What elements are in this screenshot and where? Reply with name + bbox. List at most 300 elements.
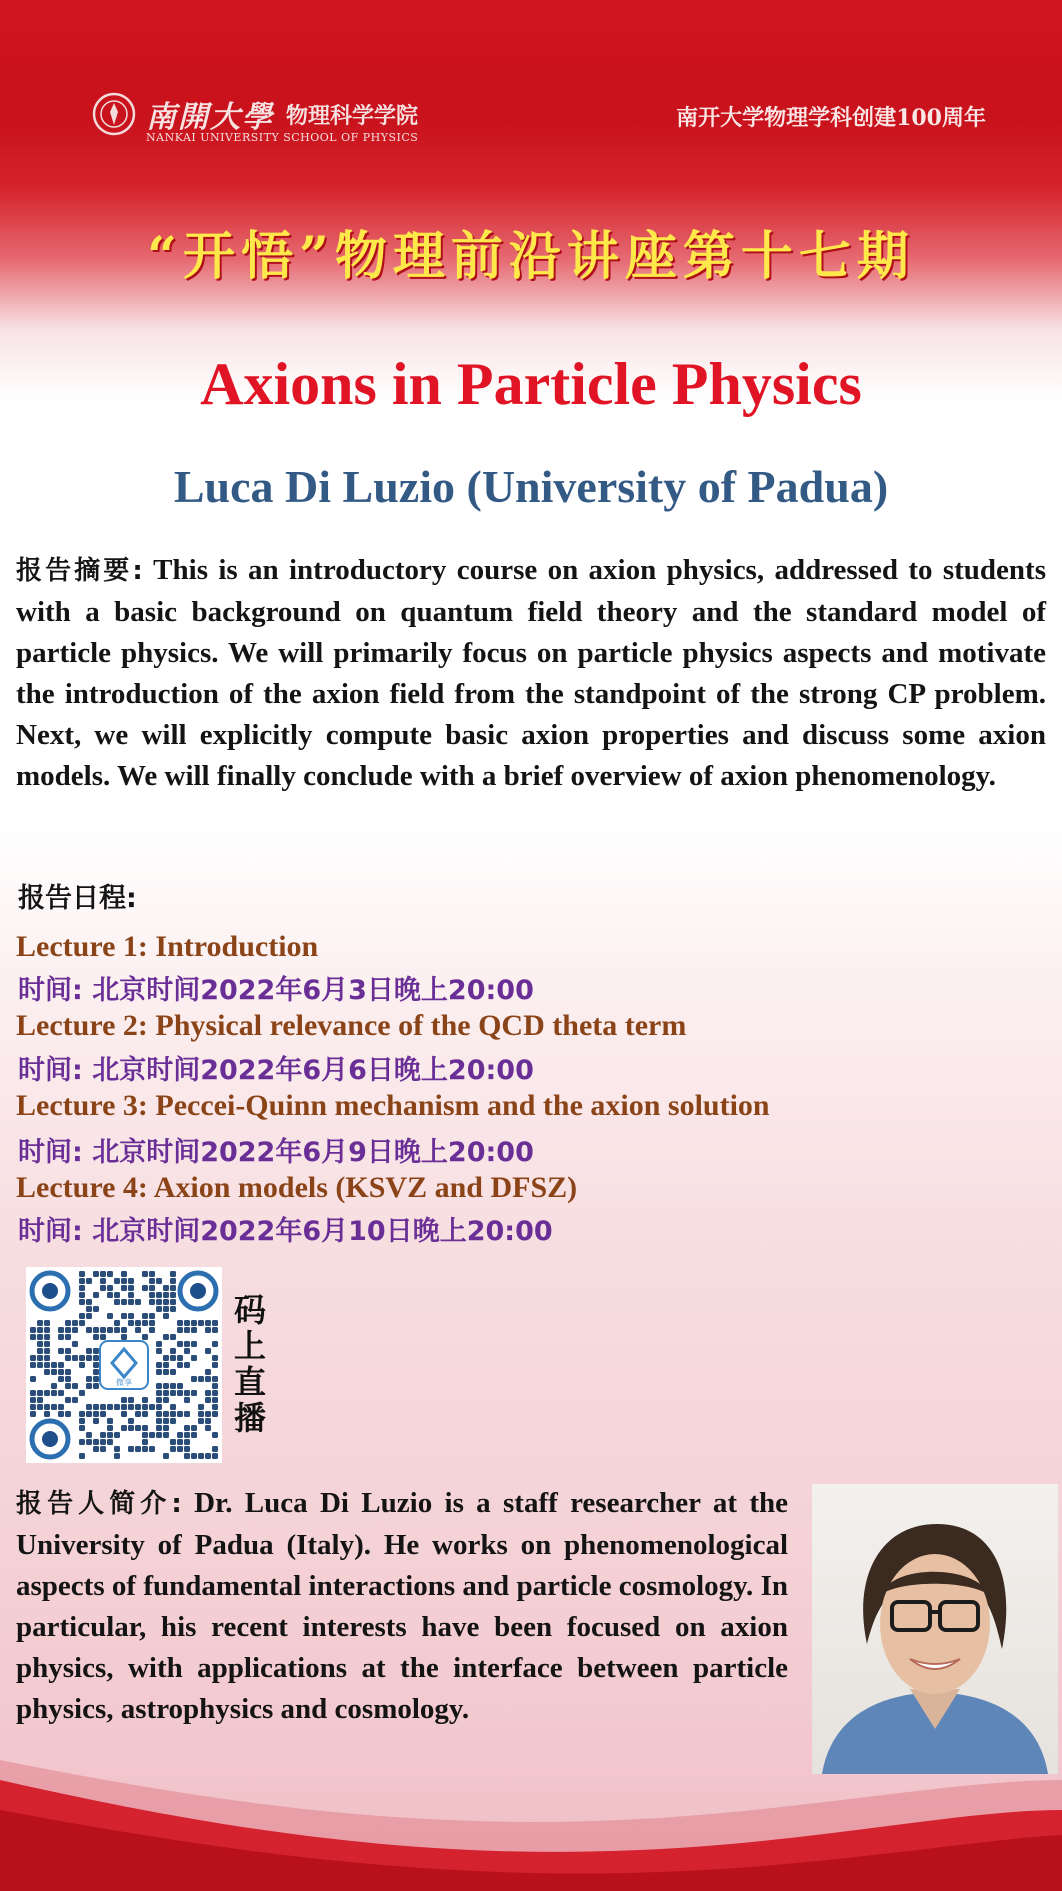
qr-module: [149, 1271, 155, 1277]
qr-module: [114, 1404, 120, 1410]
qr-module: [198, 1404, 204, 1410]
qr-module: [86, 1383, 92, 1389]
qr-module: [128, 1418, 134, 1424]
qr-module: [100, 1327, 106, 1333]
qr-module: [163, 1432, 169, 1438]
qr-module: [65, 1369, 71, 1375]
qr-module: [107, 1313, 113, 1319]
qr-finder-bottom-left: [32, 1421, 68, 1457]
qr-module: [121, 1285, 127, 1291]
qr-module: [142, 1411, 148, 1417]
qr-module: [184, 1453, 190, 1459]
qr-module: [212, 1355, 218, 1361]
qr-module: [184, 1411, 190, 1417]
qr-module: [93, 1411, 99, 1417]
qr-module: [114, 1278, 120, 1284]
qr-module: [212, 1327, 218, 1333]
qr-module: [177, 1355, 183, 1361]
qr-module: [184, 1390, 190, 1396]
qr-module: [163, 1369, 169, 1375]
qr-module: [163, 1411, 169, 1417]
qr-module: [156, 1425, 162, 1431]
qr-module: [79, 1292, 85, 1298]
qr-module: [135, 1411, 141, 1417]
qr-module: [205, 1425, 211, 1431]
qr-module: [121, 1271, 127, 1277]
qr-module: [149, 1278, 155, 1284]
qr-module: [149, 1446, 155, 1452]
qr-module: [149, 1285, 155, 1291]
qr-module: [135, 1425, 141, 1431]
qr-module: [79, 1285, 85, 1291]
qr-module: [121, 1397, 127, 1403]
qr-module: [72, 1327, 78, 1333]
qr-module: [79, 1418, 85, 1424]
qr-module: [198, 1411, 204, 1417]
qr-module: [128, 1278, 134, 1284]
school-name-english: NANKAI UNIVERSITY SCHOOL OF PHYSICS: [146, 131, 419, 144]
qr-module: [107, 1404, 113, 1410]
qr-module: [100, 1271, 106, 1277]
qr-module: [37, 1397, 43, 1403]
lecture-4-time: 时间: 北京时间2022年6月10日晚上20:00: [18, 1216, 553, 1247]
qr-module: [170, 1348, 176, 1354]
qr-module: [149, 1327, 155, 1333]
qr-module: [100, 1439, 106, 1445]
qr-module: [170, 1292, 176, 1298]
qr-module: [142, 1425, 148, 1431]
qr-module: [142, 1271, 148, 1277]
qr-module: [86, 1313, 92, 1319]
qr-module: [93, 1355, 99, 1361]
qr-module: [44, 1390, 50, 1396]
qr-module: [184, 1320, 190, 1326]
qr-module: [79, 1411, 85, 1417]
qr-module: [51, 1404, 57, 1410]
qr-module: [100, 1278, 106, 1284]
talk-title: Axions in Particle Physics: [200, 351, 862, 417]
qr-module: [37, 1320, 43, 1326]
qr-module: [156, 1306, 162, 1312]
qr-module: [142, 1313, 148, 1319]
footer-wave-decoration: [0, 1740, 1062, 1891]
qr-module: [37, 1390, 43, 1396]
qr-module: [163, 1292, 169, 1298]
qr-module: [93, 1334, 99, 1340]
lecture-2-title: Lecture 2: Physical relevance of the QCD theta term: [16, 1009, 687, 1042]
qr-module: [149, 1404, 155, 1410]
qr-module: [156, 1432, 162, 1438]
qr-module: [100, 1432, 106, 1438]
qr-module: [37, 1404, 43, 1410]
qr-module: [170, 1285, 176, 1291]
qr-module: [205, 1397, 211, 1403]
qr-module: [30, 1390, 36, 1396]
qr-module: [51, 1362, 57, 1368]
qr-module: [163, 1397, 169, 1403]
qr-module: [191, 1376, 197, 1382]
qr-module: [93, 1348, 99, 1354]
qr-module: [121, 1299, 127, 1305]
qr-module: [37, 1362, 43, 1368]
qr-module: [170, 1369, 176, 1375]
qr-module: [65, 1355, 71, 1361]
schedule-heading: 报告日程:: [18, 883, 137, 914]
qr-module: [44, 1327, 50, 1333]
qr-module: [177, 1446, 183, 1452]
qr-module: [142, 1320, 148, 1326]
qr-finder-top-left: [32, 1273, 68, 1309]
qr-module: [156, 1341, 162, 1347]
qr-module: [205, 1320, 211, 1326]
qr-module: [86, 1411, 92, 1417]
qr-module: [142, 1439, 148, 1445]
qr-module: [86, 1376, 92, 1382]
qr-module: [86, 1432, 92, 1438]
qr-center-logo: [100, 1341, 148, 1389]
lecture-1-title: Lecture 1: Introduction: [16, 930, 319, 963]
qr-module: [177, 1432, 183, 1438]
qr-module: [37, 1348, 43, 1354]
qr-module: [163, 1306, 169, 1312]
qr-module: [156, 1292, 162, 1298]
qr-module: [107, 1425, 113, 1431]
qr-module: [44, 1369, 50, 1375]
qr-module: [107, 1327, 113, 1333]
qr-module: [212, 1376, 218, 1382]
qr-module: [121, 1327, 127, 1333]
lecture-1-time: 时间: 北京时间2022年6月3日晚上20:00: [18, 975, 534, 1006]
qr-module: [44, 1334, 50, 1340]
qr-module: [184, 1446, 190, 1452]
qr-module: [170, 1446, 176, 1452]
anniversary-text: 南开大学物理学科创建100周年: [676, 105, 986, 131]
qr-module: [121, 1334, 127, 1340]
qr-module: [65, 1397, 71, 1403]
qr-module: [93, 1327, 99, 1333]
qr-module: [128, 1425, 134, 1431]
abstract-paragraph: [16, 550, 1046, 797]
qr-module: [198, 1418, 204, 1424]
qr-module: [135, 1446, 141, 1452]
university-seal-icon: [92, 92, 136, 136]
qr-module: [205, 1411, 211, 1417]
qr-finder-top-right: [180, 1273, 216, 1309]
qr-module: [191, 1320, 197, 1326]
qr-module: [128, 1446, 134, 1452]
qr-module: [30, 1327, 36, 1333]
qr-module: [191, 1425, 197, 1431]
qr-module: [51, 1369, 57, 1375]
qr-module: [79, 1278, 85, 1284]
qr-module: [163, 1362, 169, 1368]
qr-module: [142, 1397, 148, 1403]
qr-module: [156, 1299, 162, 1305]
qr-module: [191, 1390, 197, 1396]
qr-module: [86, 1327, 92, 1333]
qr-module: [177, 1320, 183, 1326]
university-name: 南開大學: [146, 100, 274, 135]
qr-module: [205, 1348, 211, 1354]
qr-module: [114, 1327, 120, 1333]
qr-module: [184, 1425, 190, 1431]
qr-module: [212, 1383, 218, 1389]
qr-module: [170, 1278, 176, 1284]
qr-module: [142, 1285, 148, 1291]
qr-module: [212, 1411, 218, 1417]
qr-module: [128, 1299, 134, 1305]
qr-module: [30, 1376, 36, 1382]
qr-module: [128, 1292, 134, 1298]
qr-module: [107, 1418, 113, 1424]
qr-module: [86, 1299, 92, 1305]
qr-module: [170, 1355, 176, 1361]
qr-module: [156, 1404, 162, 1410]
qr-module: [93, 1292, 99, 1298]
qr-module: [149, 1320, 155, 1326]
qr-module: [191, 1432, 197, 1438]
qr-module: [163, 1355, 169, 1361]
qr-module: [72, 1397, 78, 1403]
qr-code[interactable]: [26, 1267, 222, 1463]
qr-module: [156, 1418, 162, 1424]
qr-module: [128, 1320, 134, 1326]
qr-module: [30, 1404, 36, 1410]
qr-module: [93, 1446, 99, 1452]
bio-label: 报告人简介:: [16, 1489, 182, 1519]
qr-module: [100, 1285, 106, 1291]
qr-module: [163, 1453, 169, 1459]
qr-module: [205, 1327, 211, 1333]
qr-module: [58, 1327, 64, 1333]
qr-module: [30, 1362, 36, 1368]
qr-module: [44, 1320, 50, 1326]
qr-module: [170, 1418, 176, 1424]
qr-module: [107, 1432, 113, 1438]
qr-module: [86, 1439, 92, 1445]
qr-module: [65, 1383, 71, 1389]
qr-module: [170, 1411, 176, 1417]
qr-module: [79, 1271, 85, 1277]
qr-module: [79, 1453, 85, 1459]
qr-module: [79, 1439, 85, 1445]
qr-module: [114, 1320, 120, 1326]
qr-module: [93, 1306, 99, 1312]
qr-module: [156, 1397, 162, 1403]
qr-module: [93, 1376, 99, 1382]
qr-module: [191, 1341, 197, 1347]
qr-module: [149, 1292, 155, 1298]
qr-module: [135, 1404, 141, 1410]
qr-center-label: 微享: [116, 1378, 132, 1387]
qr-module: [86, 1404, 92, 1410]
qr-module: [44, 1362, 50, 1368]
qr-module: [58, 1411, 64, 1417]
qr-module: [30, 1411, 36, 1417]
qr-module: [135, 1320, 141, 1326]
qr-module: [142, 1432, 148, 1438]
qr-module: [177, 1383, 183, 1389]
qr-module: [156, 1348, 162, 1354]
qr-module: [30, 1334, 36, 1340]
qr-module: [184, 1362, 190, 1368]
qr-module: [114, 1292, 120, 1298]
qr-module: [79, 1299, 85, 1305]
qr-module: [170, 1306, 176, 1312]
qr-module: [86, 1278, 92, 1284]
qr-module: [100, 1404, 106, 1410]
lecture-2-time: 时间: 北京时间2022年6月6日晚上20:00: [18, 1055, 534, 1086]
qr-module: [93, 1369, 99, 1375]
qr-module: [44, 1411, 50, 1417]
qr-module: [163, 1418, 169, 1424]
lecture-4-title: Lecture 4: Axion models (KSVZ and DFSZ): [16, 1171, 578, 1204]
qr-module: [79, 1320, 85, 1326]
qr-module: [205, 1453, 211, 1459]
qr-module: [72, 1320, 78, 1326]
qr-module: [156, 1362, 162, 1368]
qr-module: [177, 1362, 183, 1368]
qr-module: [163, 1390, 169, 1396]
qr-module: [170, 1271, 176, 1277]
qr-module: [65, 1348, 71, 1354]
qr-module: [156, 1369, 162, 1375]
qr-module: [93, 1418, 99, 1424]
qr-module: [93, 1383, 99, 1389]
qr-module: [107, 1292, 113, 1298]
qr-module: [37, 1355, 43, 1361]
qr-module: [135, 1299, 141, 1305]
qr-module: [198, 1376, 204, 1382]
qr-module: [177, 1390, 183, 1396]
qr-module: [142, 1334, 148, 1340]
series-title: “开悟”物理前沿讲座第十七期: [147, 226, 915, 287]
qr-module: [128, 1285, 134, 1291]
qr-module: [205, 1390, 211, 1396]
qr-caption: 码上直播: [233, 1291, 266, 1437]
qr-module: [121, 1425, 127, 1431]
qr-module: [177, 1327, 183, 1333]
qr-module: [86, 1348, 92, 1354]
qr-module: [205, 1376, 211, 1382]
qr-module: [163, 1285, 169, 1291]
qr-module: [72, 1355, 78, 1361]
qr-module: [149, 1432, 155, 1438]
qr-module: [170, 1390, 176, 1396]
qr-module: [212, 1320, 218, 1326]
qr-module: [79, 1362, 85, 1368]
qr-module: [44, 1341, 50, 1347]
qr-module: [205, 1418, 211, 1424]
qr-module: [65, 1334, 71, 1340]
qr-module: [65, 1376, 71, 1382]
qr-module: [149, 1299, 155, 1305]
qr-module: [100, 1411, 106, 1417]
qr-module: [128, 1404, 134, 1410]
qr-module: [58, 1348, 64, 1354]
qr-module: [156, 1278, 162, 1284]
qr-module: [58, 1390, 64, 1396]
speaker-photo: [812, 1484, 1058, 1774]
qr-module: [114, 1299, 120, 1305]
qr-module: [184, 1327, 190, 1333]
qr-module: [163, 1425, 169, 1431]
qr-module: [212, 1362, 218, 1368]
qr-module: [163, 1334, 169, 1340]
qr-module: [156, 1411, 162, 1417]
qr-module: [212, 1432, 218, 1438]
qr-module: [79, 1390, 85, 1396]
qr-module: [58, 1376, 64, 1382]
qr-module: [149, 1313, 155, 1319]
qr-module: [163, 1383, 169, 1389]
qr-module: [198, 1453, 204, 1459]
qr-module: [156, 1383, 162, 1389]
qr-module: [44, 1355, 50, 1361]
qr-module: [86, 1355, 92, 1361]
qr-module: [191, 1327, 197, 1333]
qr-module: [51, 1390, 57, 1396]
qr-module: [184, 1397, 190, 1403]
qr-module: [128, 1313, 134, 1319]
qr-module: [93, 1362, 99, 1368]
qr-module: [44, 1348, 50, 1354]
school-name: 物理科学学院: [286, 103, 419, 129]
qr-module: [79, 1425, 85, 1431]
qr-module: [198, 1320, 204, 1326]
qr-module: [184, 1348, 190, 1354]
qr-module: [86, 1306, 92, 1312]
qr-module: [107, 1271, 113, 1277]
lecture-3-time: 时间: 北京时间2022年6月9日晚上20:00: [18, 1137, 534, 1168]
qr-module: [170, 1299, 176, 1305]
qr-module: [177, 1439, 183, 1445]
qr-module: [93, 1439, 99, 1445]
qr-module: [93, 1404, 99, 1410]
qr-module: [212, 1390, 218, 1396]
qr-module: [156, 1390, 162, 1396]
qr-module: [184, 1439, 190, 1445]
qr-module: [177, 1411, 183, 1417]
qr-module: [114, 1446, 120, 1452]
qr-module: [65, 1327, 71, 1333]
qr-module: [170, 1404, 176, 1410]
qr-module: [37, 1327, 43, 1333]
speaker-name: Luca Di Luzio (University of Padua): [173, 461, 889, 512]
qr-module: [135, 1327, 141, 1333]
qr-module: [128, 1397, 134, 1403]
qr-module: [184, 1341, 190, 1347]
qr-module: [212, 1453, 218, 1459]
qr-module: [93, 1271, 99, 1277]
qr-module: [72, 1383, 78, 1389]
qr-module: [37, 1341, 43, 1347]
abstract-label: 报告摘要:: [16, 556, 143, 586]
abstract-text: This is an introductory course on axion physics, addressed to students with a basic background on quantum field theory and the standard model of particle physics. We will primarily focus on particle physics aspects and motivate the introduction of the axion field from the standpoint of the strong CP problem. Next, we will explicitly compute basic axion properties and discuss some axion models. We will finally conclude with a brief overview of axion phenomenology.: [16, 554, 1046, 792]
qr-module: [79, 1355, 85, 1361]
qr-module: [51, 1383, 57, 1389]
qr-module: [79, 1313, 85, 1319]
qr-module: [100, 1334, 106, 1340]
qr-module: [107, 1285, 113, 1291]
qr-module: [170, 1334, 176, 1340]
qr-module: [184, 1432, 190, 1438]
qr-module: [212, 1446, 218, 1452]
speaker-bio: [16, 1483, 788, 1730]
bio-text: Dr. Luca Di Luzio is a staff researcher at the University of Padua (Italy). He works on phenomenological aspects of fundamental interactions and particle cosmology. In particular, his recent interests have been focused on axion physics, with applications at the interface between particle physics, astrophysics and cosmology.: [16, 1487, 788, 1725]
qr-module: [114, 1432, 120, 1438]
qr-module: [44, 1404, 50, 1410]
